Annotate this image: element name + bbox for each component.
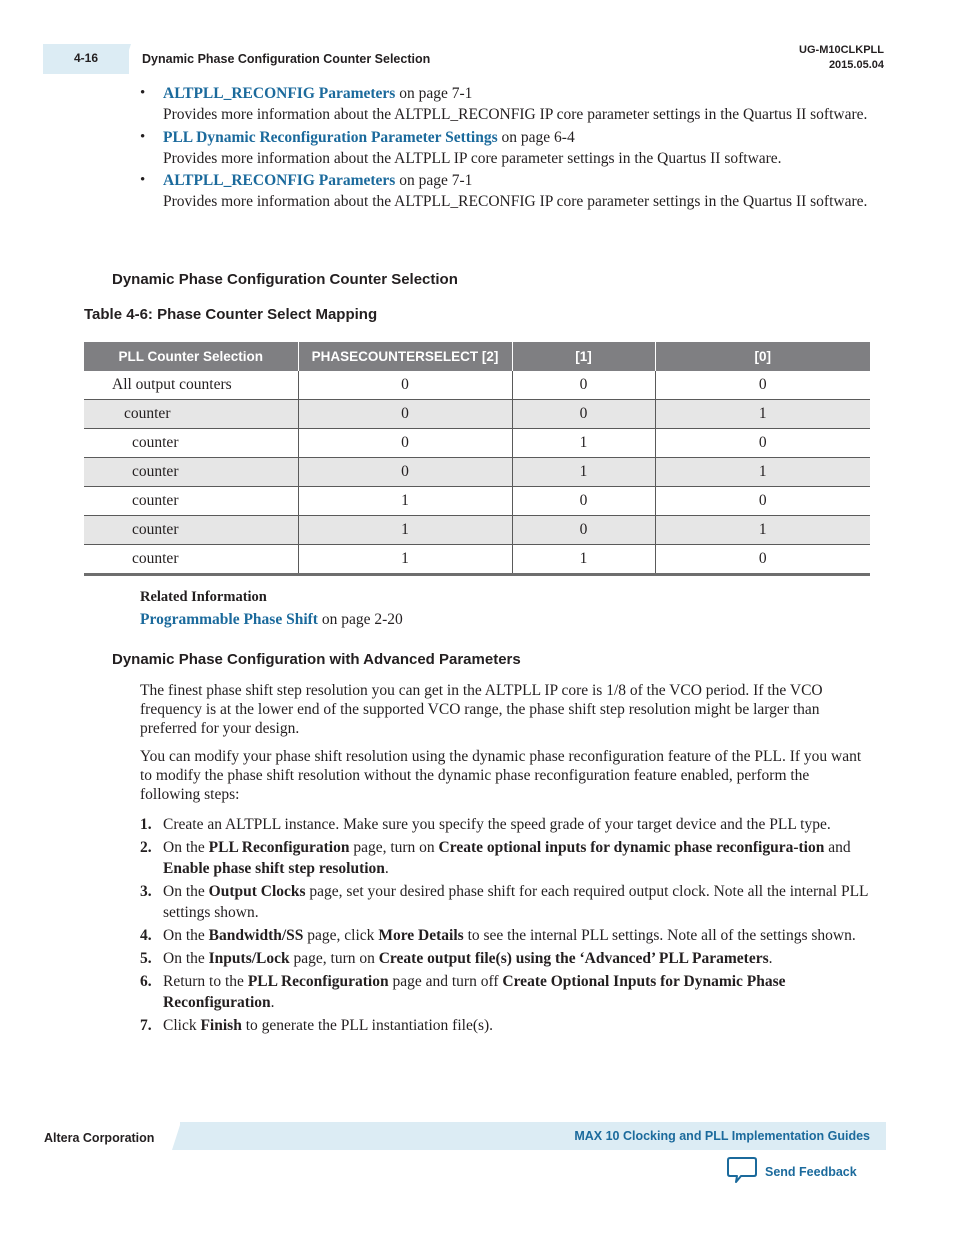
column-header: PLL Counter Selection [84,342,298,371]
step-text: Return to the [163,973,248,990]
related-link-item [140,127,870,169]
step-number: 6. [140,973,152,990]
link-page-ref: on page 2-20 [317,611,403,628]
bullet-icon: • [140,172,146,188]
table-row [84,400,870,429]
table-row [84,458,870,487]
footer-bar-fold [172,1122,181,1150]
table-row [84,545,870,575]
step-number: 3. [140,883,152,900]
running-header-title: Dynamic Phase Configuration Counter Selection [142,52,431,66]
step-text: . [384,860,389,877]
link-description: Provides more information about the ALTPLL IP core parameter settings in the Quartus II software. [163,149,782,167]
link-page-ref: on page 7-1 [395,85,473,102]
footer-company: Altera Corporation [44,1131,155,1145]
table-cell: 1 [655,516,870,545]
step-number: 2. [140,839,152,856]
step-text: and [824,839,851,856]
step-text: page, turn on [349,839,439,856]
table-cell: 0 [298,400,512,429]
table-row [84,516,870,545]
ui-term: Create optional inputs for dynamic phase reconfigura-tion [438,839,825,856]
ui-term: Create output file(s) using the ‘Advanced’ PLL Parameters [378,950,769,967]
table-cell: counter [84,458,298,487]
table-cell: counter [84,487,298,516]
table-cell: counter [84,516,298,545]
table-cell: 1 [512,545,655,575]
step-item [140,814,870,835]
pll-dynamic-reconfig-settings-link[interactable]: PLL Dynamic Reconfiguration Parameter Settings [163,128,498,146]
step-item [140,925,870,946]
step-text: . [270,994,275,1011]
send-feedback-label[interactable]: Send Feedback [765,1165,857,1179]
step-text: to see the internal PLL settings. Note all of the settings shown. [463,927,856,944]
table-row [84,487,870,516]
page-tab-fold [121,44,131,74]
table-caption: Table 4-6: Phase Counter Select Mapping [84,306,378,323]
table-cell: All output counters [84,371,298,400]
step-text: page, click [303,927,379,944]
ui-term: Output Clocks [208,883,306,900]
table-cell: 0 [512,371,655,400]
related-links-list [140,83,870,214]
table-cell: 0 [298,429,512,458]
footer-guide-title: MAX 10 Clocking and PLL Implementation Guides [574,1129,870,1143]
table-cell: 0 [512,516,655,545]
step-text: to generate the PLL instantiation file(s). [241,1017,494,1034]
step-number: 5. [140,950,152,967]
table-cell: counter [84,545,298,575]
step-text: page, turn on [289,950,379,967]
table-cell: 1 [298,487,512,516]
step-text: Create an ALTPLL instance. Make sure you specify the speed grade of your target device and the PLL type. [163,816,831,833]
bullet-icon: • [140,85,146,101]
link-description: Provides more information about the ALTPLL_RECONFIG IP core parameter settings in the Quartus II software. [163,193,868,210]
link-page-ref: on page 7-1 [395,172,473,189]
table-cell: 0 [655,487,870,516]
phase-counter-select-table [84,342,870,576]
table-header-row [84,342,870,371]
step-number: 7. [140,1017,152,1034]
table-cell: 1 [512,429,655,458]
table-row [84,371,870,400]
step-item [140,1015,870,1036]
table-cell: counter [84,429,298,458]
table-row [84,429,870,458]
table-cell: 1 [512,458,655,487]
table-cell: 0 [655,545,870,575]
step-number: 1. [140,816,152,833]
table-cell: 0 [298,371,512,400]
step-item [140,881,870,923]
table-cell: 0 [512,487,655,516]
related-link-item [140,170,870,212]
ui-term: Enable phase shift step resolution [163,860,385,877]
table-cell: 0 [512,400,655,429]
related-information-label: Related Information [140,589,267,605]
ui-term: PLL Reconfiguration [247,973,389,990]
bullet-icon: • [140,128,146,145]
step-text: . [768,950,773,967]
table-cell: 0 [655,371,870,400]
altpll-reconfig-parameters-link[interactable]: ALTPLL_RECONFIG Parameters [163,172,396,189]
ui-term: Inputs/Lock [208,950,290,967]
programmable-phase-shift-link[interactable]: Programmable Phase Shift [140,611,318,628]
document-id [799,43,884,73]
link-description: Provides more information about the ALTPLL_RECONFIG IP core parameter settings in the Quartus II software. [163,106,868,123]
step-text: page, set your desired phase shift for each required output clock. Note all the internal PLL settings shown. [163,883,868,921]
column-header: [0] [655,342,870,371]
step-item [140,971,870,1013]
related-link-item [140,83,870,125]
page-number: 4-16 [74,51,99,65]
step-number: 4. [140,927,152,944]
steps-list [140,814,870,1038]
related-information-entry [140,611,403,629]
ui-term: Finish [200,1017,242,1034]
step-text: On the [163,950,209,967]
table-cell: 0 [655,429,870,458]
step-text: On the [163,839,209,856]
feedback-speech-bubble-icon [727,1156,757,1189]
section-heading: Dynamic Phase Configuration with Advanced Parameters [112,651,521,668]
column-header: [1] [512,342,655,371]
send-feedback-button[interactable] [727,1158,857,1186]
paragraph: The finest phase shift step resolution you can get in the ALTPLL IP core is 1/8 of the VCO period. If the VCO frequency is at the lower end of the supported VCO range, the phase shift step resolution might be larger than preferred for your design. [140,682,823,737]
ui-term: Bandwidth/SS [208,927,304,944]
step-item [140,837,870,879]
section-heading: Dynamic Phase Configuration Counter Selection [112,271,458,288]
column-header: PHASECOUNTERSELECT [2] [298,342,512,371]
ui-term: PLL Reconfiguration [208,839,350,856]
step-text: On the [163,927,209,944]
altpll-reconfig-parameters-link[interactable]: ALTPLL_RECONFIG Parameters [163,85,396,102]
doc-id-code: UG-M10CLKPLL [799,44,884,56]
table-cell: 0 [298,458,512,487]
table-cell: counter [84,400,298,429]
step-text: Click [163,1017,201,1034]
table-cell: 1 [298,516,512,545]
step-item [140,948,870,969]
ui-term: More Details [378,927,464,944]
step-text: page and turn off [388,973,503,990]
ui-term: Create Optional Inputs for Dynamic Phase Reconfiguration [163,973,786,1011]
link-page-ref: on page 6-4 [497,128,575,146]
paragraph: You can modify your phase shift resolution using the dynamic phase reconfiguration feature of the PLL. If you want to modify the phase shift resolution without the dynamic phase reconfiguration feature enabled, perform the following steps: [140,748,862,803]
step-text: On the [163,883,209,900]
table-cell: 1 [655,458,870,487]
table-cell: 1 [655,400,870,429]
table-cell: 1 [298,545,512,575]
doc-date: 2015.05.04 [828,59,884,71]
